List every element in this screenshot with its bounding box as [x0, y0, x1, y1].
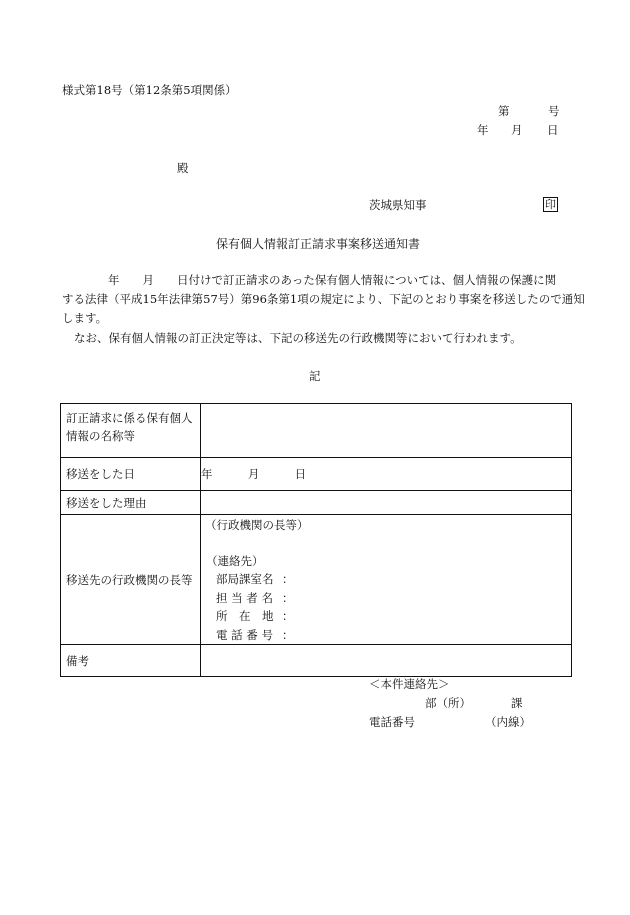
- contact-section: 課: [511, 696, 523, 710]
- body-line-2: する法律（平成15年法律第57号）第96条第1項の規定により、下記のとおり事案を移送したので通知: [62, 292, 585, 306]
- row-value-destination: [201, 515, 572, 645]
- destination-person-label: 担 当 者 名: [216, 590, 273, 605]
- date-month: 月: [511, 123, 523, 137]
- contact-heading: ＜本件連絡先＞: [369, 677, 450, 691]
- document-title: 保有個人情報訂正請求事案移送通知書: [216, 237, 421, 251]
- row-value-remarks: [201, 645, 572, 677]
- body-line-3: します。: [62, 311, 108, 325]
- table-row: [61, 458, 572, 491]
- row-label-info-name: 訂正請求に係る保有個人情報の名称等: [61, 404, 201, 458]
- row-label-destination: 移送先の行政機関の長等: [61, 515, 201, 645]
- destination-phone-row: [201, 626, 571, 645]
- transfer-details-table: [60, 403, 572, 677]
- date-year: 年: [477, 123, 489, 137]
- contact-dept: 部（所）: [425, 696, 471, 710]
- table-row: [61, 645, 572, 677]
- table-row: [61, 404, 572, 458]
- destination-head-label: （行政機関の長等）: [205, 518, 309, 532]
- seal-mark: 印: [545, 198, 556, 211]
- colon: ：: [282, 572, 294, 586]
- contact-phone-label: 電話番号: [369, 715, 415, 729]
- destination-contact-label: （連絡先）: [206, 554, 264, 568]
- body-line-1: 年 月 日付けで訂正請求のあった保有個人情報については、個人情報の保護に関: [108, 273, 557, 287]
- table-row: [61, 491, 572, 515]
- sender-name: 茨城県知事: [369, 198, 427, 212]
- doc-no-suffix: 号: [548, 104, 560, 118]
- doc-no-prefix: 第: [498, 104, 510, 118]
- destination-address-label: 所 在 地: [216, 609, 274, 623]
- destination-dept-label: 部局課室名: [216, 572, 274, 586]
- row-value-transfer-date: [201, 458, 572, 491]
- row-label-remarks: 備考: [61, 645, 201, 677]
- row-value-transfer-reason: [201, 491, 572, 515]
- colon: ：: [282, 609, 294, 623]
- table-row: [61, 515, 572, 645]
- transfer-date-day: 日: [294, 467, 307, 481]
- transfer-date-year: 年: [201, 467, 213, 481]
- transfer-date-month: 月: [247, 467, 260, 481]
- addressee-honorific: 殿: [177, 161, 189, 175]
- row-label-transfer-reason: 移送をした理由: [61, 491, 201, 515]
- destination-dept-row: [201, 570, 571, 589]
- destination-phone-label: 電 話 番 号: [216, 627, 273, 642]
- body-paragraph-2: なお、保有個人情報の訂正決定等は、下記の移送先の行政機関等において行われます。: [74, 331, 522, 345]
- destination-address-row: [201, 607, 571, 626]
- destination-person-row: [201, 589, 571, 608]
- form-number: 様式第18号（第12条第5項関係）: [62, 83, 237, 97]
- colon: ：: [282, 627, 294, 642]
- date-day: 日: [547, 123, 559, 137]
- row-label-transfer-date: 移送をした日: [61, 458, 201, 491]
- colon: ：: [282, 590, 294, 605]
- contact-extension: （内線）: [485, 715, 531, 729]
- row-value-info-name: [201, 404, 572, 458]
- ki-mark: 記: [309, 369, 321, 383]
